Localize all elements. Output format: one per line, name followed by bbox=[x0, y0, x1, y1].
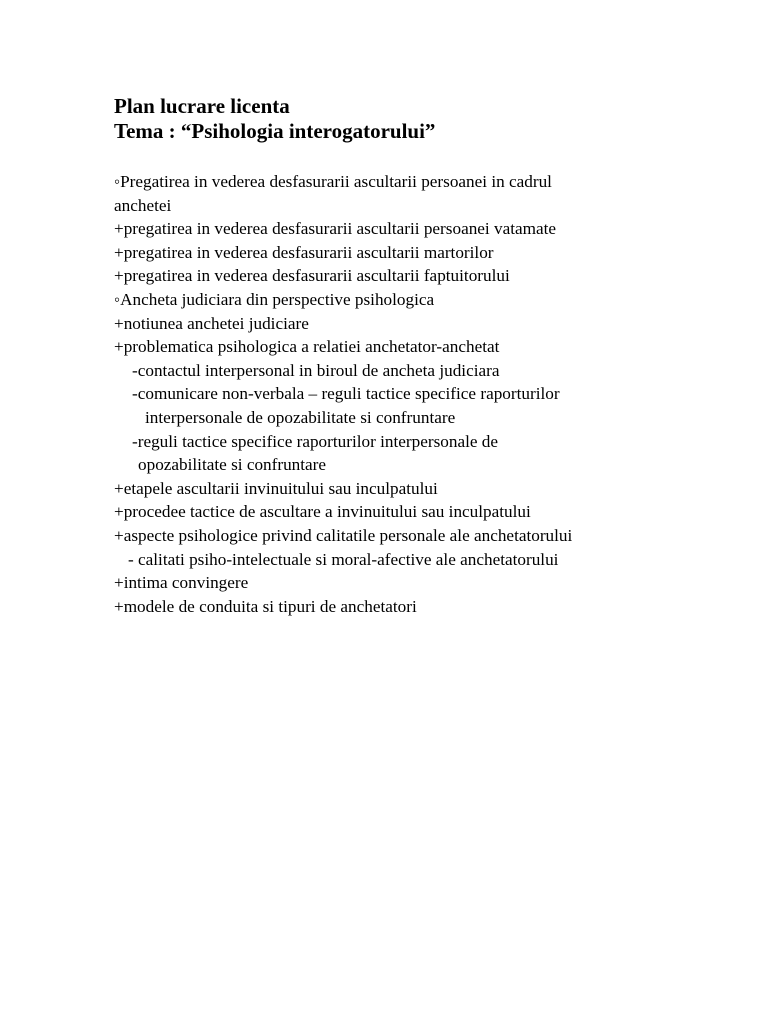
title-spacer bbox=[114, 144, 714, 170]
outline-line: - calitati psiho-intelectuale si moral-afective ale anchetatorului bbox=[128, 549, 559, 569]
outline-line: +pregatirea in vederea desfasurarii ascultarii persoanei vatamate bbox=[114, 219, 557, 239]
outline-line: opozabilitate si confruntare bbox=[138, 455, 327, 475]
outline-line: -reguli tactice specifice raporturilor interpersonale de bbox=[132, 431, 499, 451]
outline-line: +problematica psihologica a relatiei anchetator-anchetat bbox=[114, 337, 500, 357]
document-title: Plan lucrare licenta bbox=[114, 94, 290, 118]
document-body bbox=[114, 94, 714, 618]
outline-line: +notiunea anchetei judiciare bbox=[114, 313, 309, 333]
outline-line: -comunicare non-verbala – reguli tactice specifice raporturilor bbox=[132, 384, 560, 404]
outline-line: +procedee tactice de ascultare a invinuitului sau inculpatului bbox=[114, 502, 531, 522]
outline-line: +pregatirea in vederea desfasurarii ascultarii martorilor bbox=[114, 242, 494, 262]
outline-line: interpersonale de opozabilitate si confruntare bbox=[145, 407, 456, 427]
outline-line: +etapele ascultarii invinuitului sau inculpatului bbox=[114, 478, 438, 498]
outline-line: +aspecte psihologice privind calitatile personale ale anchetatorului bbox=[114, 525, 573, 545]
document-subtitle: Tema : “Psihologia interogatorului” bbox=[114, 119, 436, 143]
outline-line: +modele de conduita si tipuri de anchetatori bbox=[114, 596, 417, 616]
outline-line: +pregatirea in vederea desfasurarii ascultarii faptuitorului bbox=[114, 266, 510, 286]
outline-line: +intima convingere bbox=[114, 573, 249, 593]
outline-line: -contactul interpersonal in biroul de ancheta judiciara bbox=[132, 360, 500, 380]
outline-line: anchetei bbox=[114, 195, 172, 215]
outline-line: ◦Pregatirea in vederea desfasurarii ascultarii persoanei in cadrul bbox=[114, 172, 552, 191]
outline-line: ◦Ancheta judiciara din perspective psihologica bbox=[114, 289, 435, 309]
